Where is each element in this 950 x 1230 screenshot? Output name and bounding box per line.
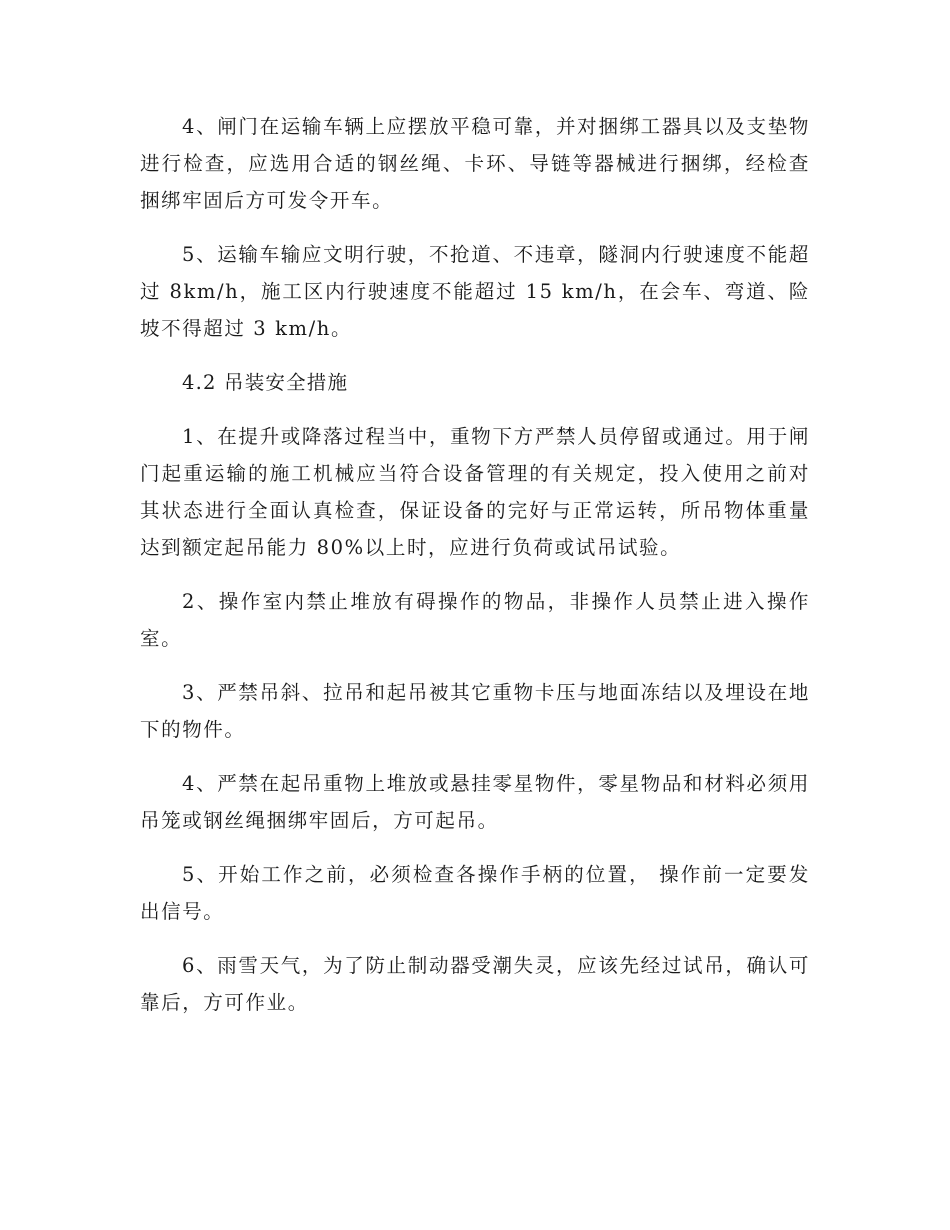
paragraph-item-5-transport-speed: 5、运输车输应文明行驶，不抢道、不违章，隧洞内行驶速度不能超过 8km/h，施工区内行驶速度不能超过 15 km/h，在会车、弯道、险坡不得超过 3 km/h。	[140, 243, 810, 340]
paragraph-item-6-weather: 6、雨雪天气，为了防止制动器受潮失灵，应该先经过试吊，确认可靠后，方可作业。	[140, 954, 810, 1014]
section-heading: 4.2 吊装安全措施	[182, 371, 349, 394]
document-body	[140, 108, 810, 1038]
paragraph-item-5-pre-work-check: 5、开始工作之前，必须检查各操作手柄的位置， 操作前一定要发出信号。	[140, 863, 810, 923]
paragraph-item-2-operation-room: 2、操作室内禁止堆放有碍操作的物品，非操作人员禁止进入操作室。	[140, 590, 810, 650]
paragraph-item-3-prohibited-lifts: 3、严禁吊斜、拉吊和起吊被其它重物卡压与地面冻结以及埋设在地下的物件。	[140, 681, 810, 741]
paragraph-item-4-loose-items: 4、严禁在起吊重物上堆放或悬挂零星物件，零星物品和材料必须用吊笼或钢丝绳捆绑牢固后，方可起吊。	[140, 772, 810, 832]
paragraph-item-4-transport: 4、闸门在运输车辆上应摆放平稳可靠，并对捆绑工器具以及支垫物进行检查，应选用合适的钢丝绳、卡环、导链等器械进行捆绑，经检查捆绑牢固后方可发令开车。	[140, 115, 810, 212]
paragraph-item-1-lifting: 1、在提升或降落过程当中，重物下方严禁人员停留或通过。用于闸门起重运输的施工机械应当符合设备管理的有关规定，投入使用之前对其状态进行全面认真检查，保证设备的完好与正常运转，所吊物体重量达到额定起吊能力 80%以上时，应进行负荷或试吊试验。	[140, 425, 810, 559]
